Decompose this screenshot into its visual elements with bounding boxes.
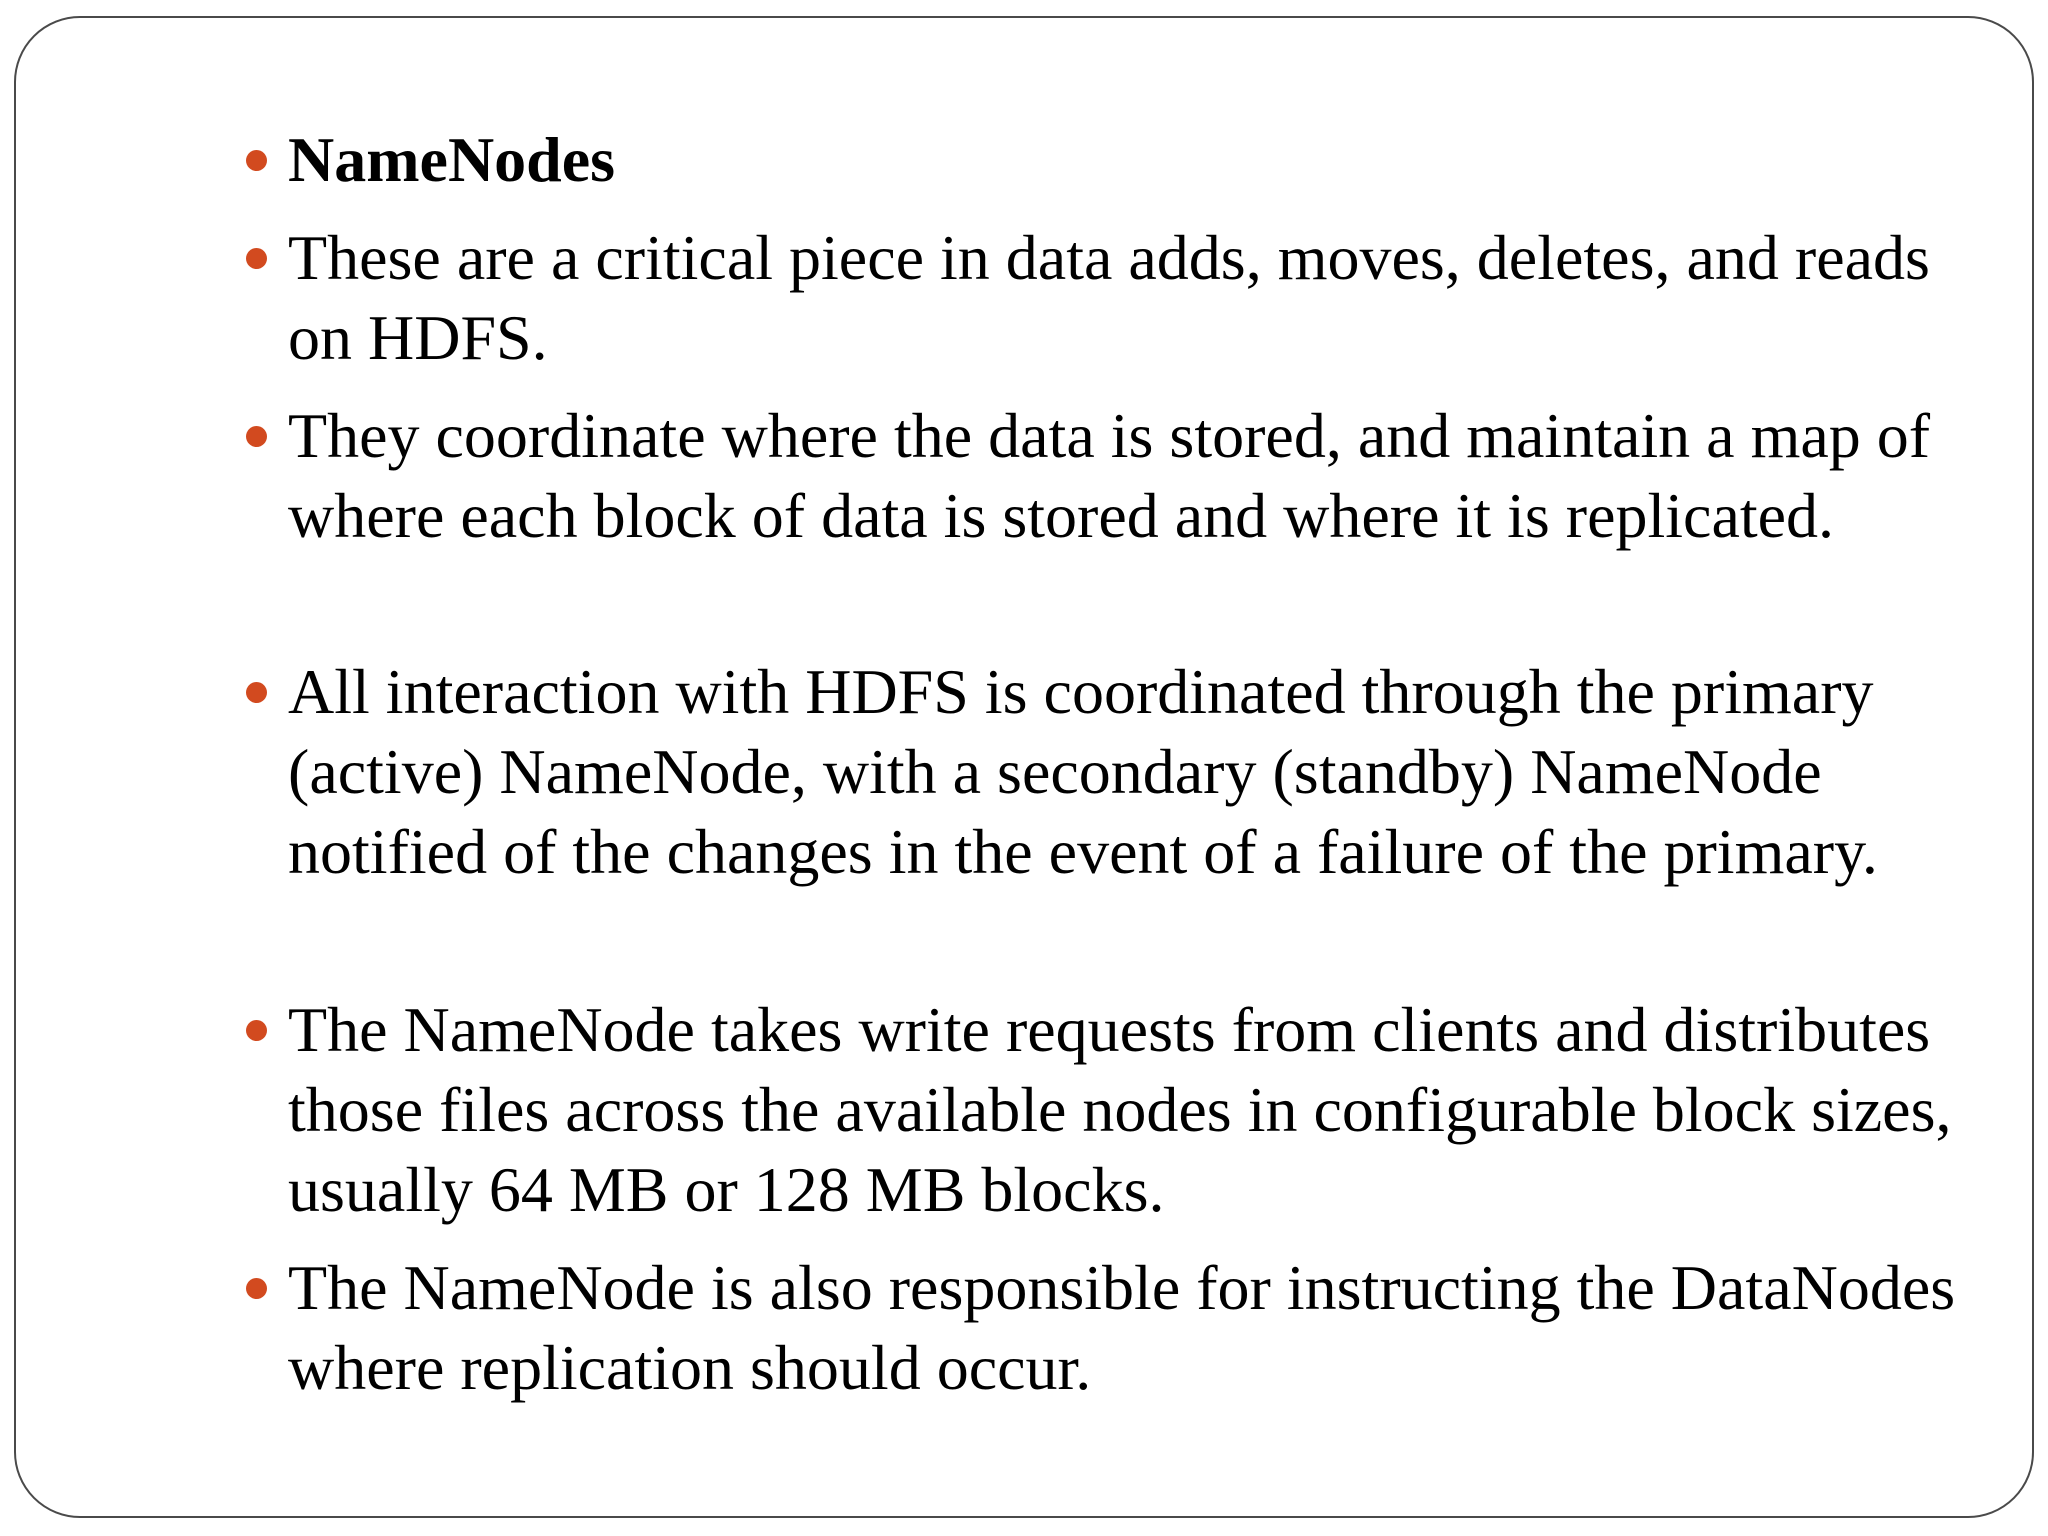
bullet-item [288, 990, 1978, 1230]
bullet-dot-icon [246, 1278, 267, 1299]
bullet-text: The NameNode is also responsible for instructing the DataNodes where replication should occur. [288, 1252, 1956, 1403]
bullet-text: These are a critical piece in data adds, moves, deletes, and reads on HDFS. [288, 222, 1930, 373]
bullet-text: All interaction with HDFS is coordinated through the primary (active) NameNode, with a secondary (standby) NameNode notified of the changes in the event of a failure of the primary. [288, 656, 1878, 887]
bullet-item [288, 218, 1978, 378]
bullet-dot-icon [246, 1020, 267, 1041]
bullet-dot-icon [246, 682, 267, 703]
bullet-item [288, 1248, 1978, 1408]
bullet-dot-icon [246, 426, 267, 447]
bullet-text: NameNodes [288, 124, 616, 195]
bullet-item [288, 652, 1978, 892]
bullet-text: The NameNode takes write requests from clients and distributes those files across the available nodes in configurable block sizes, usually 64 MB or 128 MB blocks. [288, 994, 1952, 1225]
bullet-text: They coordinate where the data is stored, and maintain a map of where each block of data is stored and where it is replicated. [288, 400, 1931, 551]
slide-frame [14, 16, 2034, 1518]
bullet-item [288, 396, 1978, 556]
bullet-dot-icon [246, 150, 267, 171]
bullet-dot-icon [246, 248, 267, 269]
bullet-item-title [288, 120, 1978, 200]
